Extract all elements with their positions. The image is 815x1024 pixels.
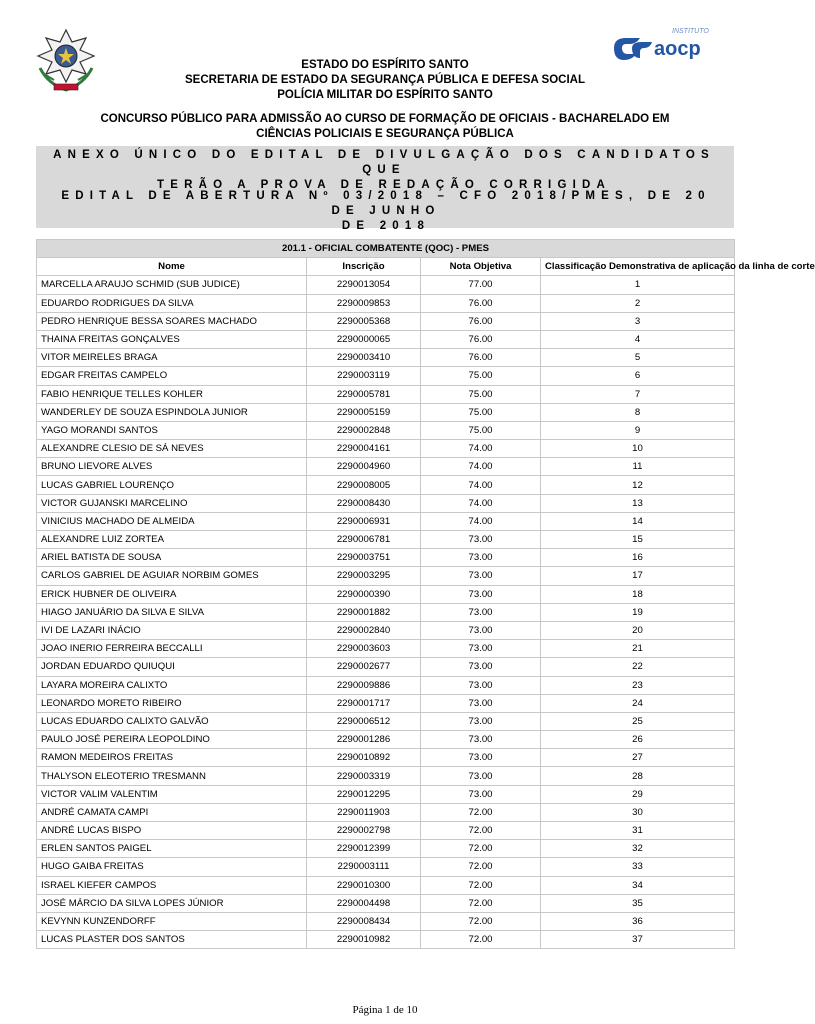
cell-nota: 74.00	[421, 476, 541, 494]
table-row	[37, 822, 735, 840]
cell-nota: 72.00	[421, 894, 541, 912]
cell-nome: LUCAS EDUARDO CALIXTO GALVÃO	[37, 712, 307, 730]
table-row	[37, 294, 735, 312]
cell-nome: BRUNO LIEVORE ALVES	[37, 458, 307, 476]
table-row	[37, 585, 735, 603]
table-section-title: 201.1 - OFICIAL COMBATENTE (QOC) - PMES	[37, 240, 735, 258]
cell-inscricao: 2290012399	[307, 840, 421, 858]
cell-nome: CARLOS GABRIEL DE AGUIAR NORBIM GOMES	[37, 567, 307, 585]
cell-classificacao: 19	[541, 603, 735, 621]
cell-nota: 73.00	[421, 749, 541, 767]
cell-inscricao: 2290010982	[307, 931, 421, 949]
anexo-title-line-1: ANEXO ÚNICO DO EDITAL DE DIVULGAÇÃO DOS CANDIDATOS QUE	[53, 149, 715, 176]
cell-nome: ANDRÉ LUCAS BISPO	[37, 822, 307, 840]
cell-nome: ERLEN SANTOS PAIGEL	[37, 840, 307, 858]
cell-nota: 76.00	[421, 349, 541, 367]
heading-line-secretariat: SECRETARIA DE ESTADO DA SEGURANÇA PÚBLICA E DEFESA SOCIAL	[185, 74, 585, 86]
cell-classificacao: 5	[541, 349, 735, 367]
cell-inscricao: 2290003410	[307, 349, 421, 367]
cell-nome: YAGO MORANDI SANTOS	[37, 421, 307, 439]
table-row	[37, 894, 735, 912]
heading-line-state: ESTADO DO ESPÍRITO SANTO	[301, 59, 469, 71]
cell-inscricao: 2290003295	[307, 567, 421, 585]
cell-classificacao: 2	[541, 294, 735, 312]
cell-classificacao: 7	[541, 385, 735, 403]
cell-nota: 76.00	[421, 294, 541, 312]
cell-inscricao: 2290003603	[307, 640, 421, 658]
cell-nome: RAMON MEDEIROS FREITAS	[37, 749, 307, 767]
concurso-title-line-1: CONCURSO PÚBLICO PARA ADMISSÃO AO CURSO DE FORMAÇÃO DE OFICIAIS - BACHARELADO EM	[100, 113, 670, 125]
table-row	[37, 494, 735, 512]
cell-nota: 72.00	[421, 931, 541, 949]
cell-nome: ALEXANDRE CLESIO DE SÁ NEVES	[37, 440, 307, 458]
cell-nome: VICTOR VALIM VALENTIM	[37, 785, 307, 803]
cell-nota: 73.00	[421, 712, 541, 730]
cell-inscricao: 2290010892	[307, 749, 421, 767]
cell-inscricao: 2290002840	[307, 621, 421, 639]
table-row	[37, 640, 735, 658]
cell-nota: 74.00	[421, 494, 541, 512]
cell-classificacao: 16	[541, 549, 735, 567]
cell-classificacao: 34	[541, 876, 735, 894]
cell-inscricao: 2290003119	[307, 367, 421, 385]
cell-classificacao: 22	[541, 658, 735, 676]
table-row	[37, 876, 735, 894]
table-header-row	[37, 258, 735, 276]
table-body	[37, 276, 735, 949]
cell-nota: 75.00	[421, 385, 541, 403]
cell-inscricao: 2290004498	[307, 894, 421, 912]
cell-inscricao: 2290012295	[307, 785, 421, 803]
cell-nota: 76.00	[421, 330, 541, 348]
column-header-classificacao: Classificação Demonstrativa de aplicação da linha de corte	[541, 258, 735, 276]
cell-nota: 73.00	[421, 531, 541, 549]
cell-nota: 75.00	[421, 367, 541, 385]
cell-nome: LUCAS PLASTER DOS SANTOS	[37, 931, 307, 949]
edital-title	[44, 189, 728, 234]
edital-title-line-1: EDITAL DE ABERTURA Nº 03/2018 – CFO 2018/PMES, DE 20 DE JUNHO	[61, 190, 711, 217]
cell-inscricao: 2290005159	[307, 403, 421, 421]
table-row	[37, 312, 735, 330]
table-row	[37, 458, 735, 476]
cell-nota: 72.00	[421, 822, 541, 840]
table-row	[37, 421, 735, 439]
candidates-table	[36, 239, 815, 949]
table-row	[37, 276, 735, 294]
cell-nota: 76.00	[421, 312, 541, 330]
cell-inscricao: 2290002798	[307, 822, 421, 840]
cell-inscricao: 2290002848	[307, 421, 421, 439]
cell-inscricao: 2290008005	[307, 476, 421, 494]
cell-nota: 74.00	[421, 512, 541, 530]
cell-nome: ERICK HUBNER DE OLIVEIRA	[37, 585, 307, 603]
column-header-nota: Nota Objetiva	[421, 258, 541, 276]
cell-classificacao: 37	[541, 931, 735, 949]
cell-nome: IVI DE LAZARI INÁCIO	[37, 621, 307, 639]
cell-inscricao: 2290001286	[307, 731, 421, 749]
concurso-title-line-2: CIÊNCIAS POLICIAIS E SEGURANÇA PÚBLICA	[256, 128, 514, 140]
table-row	[37, 658, 735, 676]
cell-nome: LUCAS GABRIEL LOURENÇO	[37, 476, 307, 494]
table-row	[37, 840, 735, 858]
cell-nota: 73.00	[421, 603, 541, 621]
cell-nome: JOAO INERIO FERREIRA BECCALLI	[37, 640, 307, 658]
cell-classificacao: 10	[541, 440, 735, 458]
cell-nome: MARCELLA ARAUJO SCHMID (SUB JUDICE)	[37, 276, 307, 294]
cell-inscricao: 2290009853	[307, 294, 421, 312]
cell-classificacao: 23	[541, 676, 735, 694]
table-row	[37, 367, 735, 385]
cell-nome: HIAGO JANUÁRIO DA SILVA E SILVA	[37, 603, 307, 621]
table-row	[37, 749, 735, 767]
cell-nome: EDUARDO RODRIGUES DA SILVA	[37, 294, 307, 312]
cell-nota: 73.00	[421, 785, 541, 803]
cell-inscricao: 2290004161	[307, 440, 421, 458]
table-row	[37, 694, 735, 712]
cell-nome: ARIEL BATISTA DE SOUSA	[37, 549, 307, 567]
cell-classificacao: 30	[541, 803, 735, 821]
edital-title-line-2: DE 2018	[341, 220, 431, 232]
cell-nota: 73.00	[421, 767, 541, 785]
table-row	[37, 785, 735, 803]
table-row	[37, 531, 735, 549]
cell-inscricao: 2290005781	[307, 385, 421, 403]
cell-nota: 73.00	[421, 567, 541, 585]
cell-classificacao: 1	[541, 276, 735, 294]
cell-inscricao: 2290013054	[307, 276, 421, 294]
table-row	[37, 621, 735, 639]
cell-nota: 77.00	[421, 276, 541, 294]
cell-inscricao: 2290008434	[307, 912, 421, 930]
cell-classificacao: 14	[541, 512, 735, 530]
cell-inscricao: 2290000065	[307, 330, 421, 348]
cell-nota: 75.00	[421, 421, 541, 439]
table-row	[37, 603, 735, 621]
cell-nome: PEDRO HENRIQUE BESSA SOARES MACHADO	[37, 312, 307, 330]
cell-inscricao: 2290009886	[307, 676, 421, 694]
cell-inscricao: 2290011903	[307, 803, 421, 821]
cell-classificacao: 35	[541, 894, 735, 912]
cell-nome: PAULO JOSÉ PEREIRA LEOPOLDINO	[37, 731, 307, 749]
cell-classificacao: 20	[541, 621, 735, 639]
cell-nome: JOSÉ MÁRCIO DA SILVA LOPES JÚNIOR	[37, 894, 307, 912]
cell-nota: 73.00	[421, 585, 541, 603]
cell-inscricao: 2290003111	[307, 858, 421, 876]
column-header-nome: Nome	[37, 258, 307, 276]
table-row	[37, 385, 735, 403]
cell-inscricao: 2290001882	[307, 603, 421, 621]
logo-tagline: INSTITUTO	[672, 28, 709, 35]
cell-classificacao: 8	[541, 403, 735, 421]
cell-inscricao: 2290002677	[307, 658, 421, 676]
cell-nota: 73.00	[421, 549, 541, 567]
cell-classificacao: 18	[541, 585, 735, 603]
cell-nota: 72.00	[421, 858, 541, 876]
cell-nota: 72.00	[421, 876, 541, 894]
cell-nome: THAINA FREITAS GONÇALVES	[37, 330, 307, 348]
cell-classificacao: 15	[541, 531, 735, 549]
cell-nota: 73.00	[421, 676, 541, 694]
cell-nome: VINICIUS MACHADO DE ALMEIDA	[37, 512, 307, 530]
cell-nota: 72.00	[421, 912, 541, 930]
table-row	[37, 567, 735, 585]
cell-classificacao: 26	[541, 731, 735, 749]
table-row	[37, 931, 735, 949]
cell-classificacao: 29	[541, 785, 735, 803]
cell-nome: VITOR MEIRELES BRAGA	[37, 349, 307, 367]
concurso-title	[40, 112, 730, 142]
cell-nome: JORDAN EDUARDO QUIUQUI	[37, 658, 307, 676]
cell-nome: FABIO HENRIQUE TELLES KOHLER	[37, 385, 307, 403]
cell-classificacao: 12	[541, 476, 735, 494]
cell-classificacao: 9	[541, 421, 735, 439]
cell-classificacao: 6	[541, 367, 735, 385]
table-row	[37, 349, 735, 367]
cell-classificacao: 31	[541, 822, 735, 840]
table-row	[37, 912, 735, 930]
table-row	[37, 676, 735, 694]
cell-classificacao: 32	[541, 840, 735, 858]
cell-inscricao: 2290003751	[307, 549, 421, 567]
table-row	[37, 330, 735, 348]
cell-classificacao: 13	[541, 494, 735, 512]
cell-inscricao: 2290008430	[307, 494, 421, 512]
cell-classificacao: 11	[541, 458, 735, 476]
table-row	[37, 767, 735, 785]
cell-nota: 73.00	[421, 731, 541, 749]
cell-nome: ALEXANDRE LUIZ ZORTEA	[37, 531, 307, 549]
cell-inscricao: 2290010300	[307, 876, 421, 894]
table-row	[37, 549, 735, 567]
cell-nome: ISRAEL KIEFER CAMPOS	[37, 876, 307, 894]
anexo-title-line-2: TERÃO A PROVA DE REDAÇÃO CORRIGIDA	[156, 179, 611, 191]
cell-nota: 73.00	[421, 621, 541, 639]
cell-inscricao: 2290006512	[307, 712, 421, 730]
cell-nome: THALYSON ELEOTERIO TRESMANN	[37, 767, 307, 785]
cell-classificacao: 24	[541, 694, 735, 712]
cell-inscricao: 2290000390	[307, 585, 421, 603]
cell-classificacao: 28	[541, 767, 735, 785]
cell-nome: KEVYNN KUNZENDORFF	[37, 912, 307, 930]
cell-inscricao: 2290003319	[307, 767, 421, 785]
cell-nota: 72.00	[421, 840, 541, 858]
document-header	[0, 28, 770, 108]
cell-classificacao: 4	[541, 330, 735, 348]
table-row	[37, 512, 735, 530]
table-row	[37, 858, 735, 876]
cell-nome: LEONARDO MORETO RIBEIRO	[37, 694, 307, 712]
cell-nome: WANDERLEY DE SOUZA ESPINDOLA JUNIOR	[37, 403, 307, 421]
cell-nome: LAYARA MOREIRA CALIXTO	[37, 676, 307, 694]
table-row	[37, 403, 735, 421]
column-header-inscricao: Inscrição	[307, 258, 421, 276]
cell-classificacao: 17	[541, 567, 735, 585]
cell-classificacao: 25	[541, 712, 735, 730]
logo-brand: aocp	[654, 38, 701, 60]
anexo-title	[44, 148, 724, 193]
cell-inscricao: 2290006781	[307, 531, 421, 549]
cell-nota: 74.00	[421, 458, 541, 476]
cell-nome: HUGO GAIBA FREITAS	[37, 858, 307, 876]
cell-nota: 73.00	[421, 694, 541, 712]
table-section-row	[37, 240, 735, 258]
cell-inscricao: 2290006931	[307, 512, 421, 530]
cell-inscricao: 2290004960	[307, 458, 421, 476]
cell-classificacao: 36	[541, 912, 735, 930]
heading-line-police: POLÍCIA MILITAR DO ESPÍRITO SANTO	[277, 89, 493, 101]
cell-nota: 72.00	[421, 803, 541, 821]
cell-nome: ANDRÉ CAMATA CAMPI	[37, 803, 307, 821]
cell-nota: 74.00	[421, 440, 541, 458]
cell-classificacao: 3	[541, 312, 735, 330]
cell-nome: EDGAR FREITAS CAMPELO	[37, 367, 307, 385]
page-number: Página 1 de 10	[352, 1004, 418, 1016]
government-heading	[0, 58, 770, 103]
cell-inscricao: 2290001717	[307, 694, 421, 712]
cell-nome: VICTOR GUJANSKI MARCELINO	[37, 494, 307, 512]
cell-classificacao: 33	[541, 858, 735, 876]
table-row	[37, 476, 735, 494]
cell-nota: 75.00	[421, 403, 541, 421]
cell-inscricao: 2290005368	[307, 312, 421, 330]
cell-classificacao: 21	[541, 640, 735, 658]
table-row	[37, 803, 735, 821]
table-row	[37, 440, 735, 458]
cell-nota: 73.00	[421, 640, 541, 658]
cell-nota: 73.00	[421, 658, 541, 676]
cell-classificacao: 27	[541, 749, 735, 767]
table-row	[37, 712, 735, 730]
table-row	[37, 731, 735, 749]
